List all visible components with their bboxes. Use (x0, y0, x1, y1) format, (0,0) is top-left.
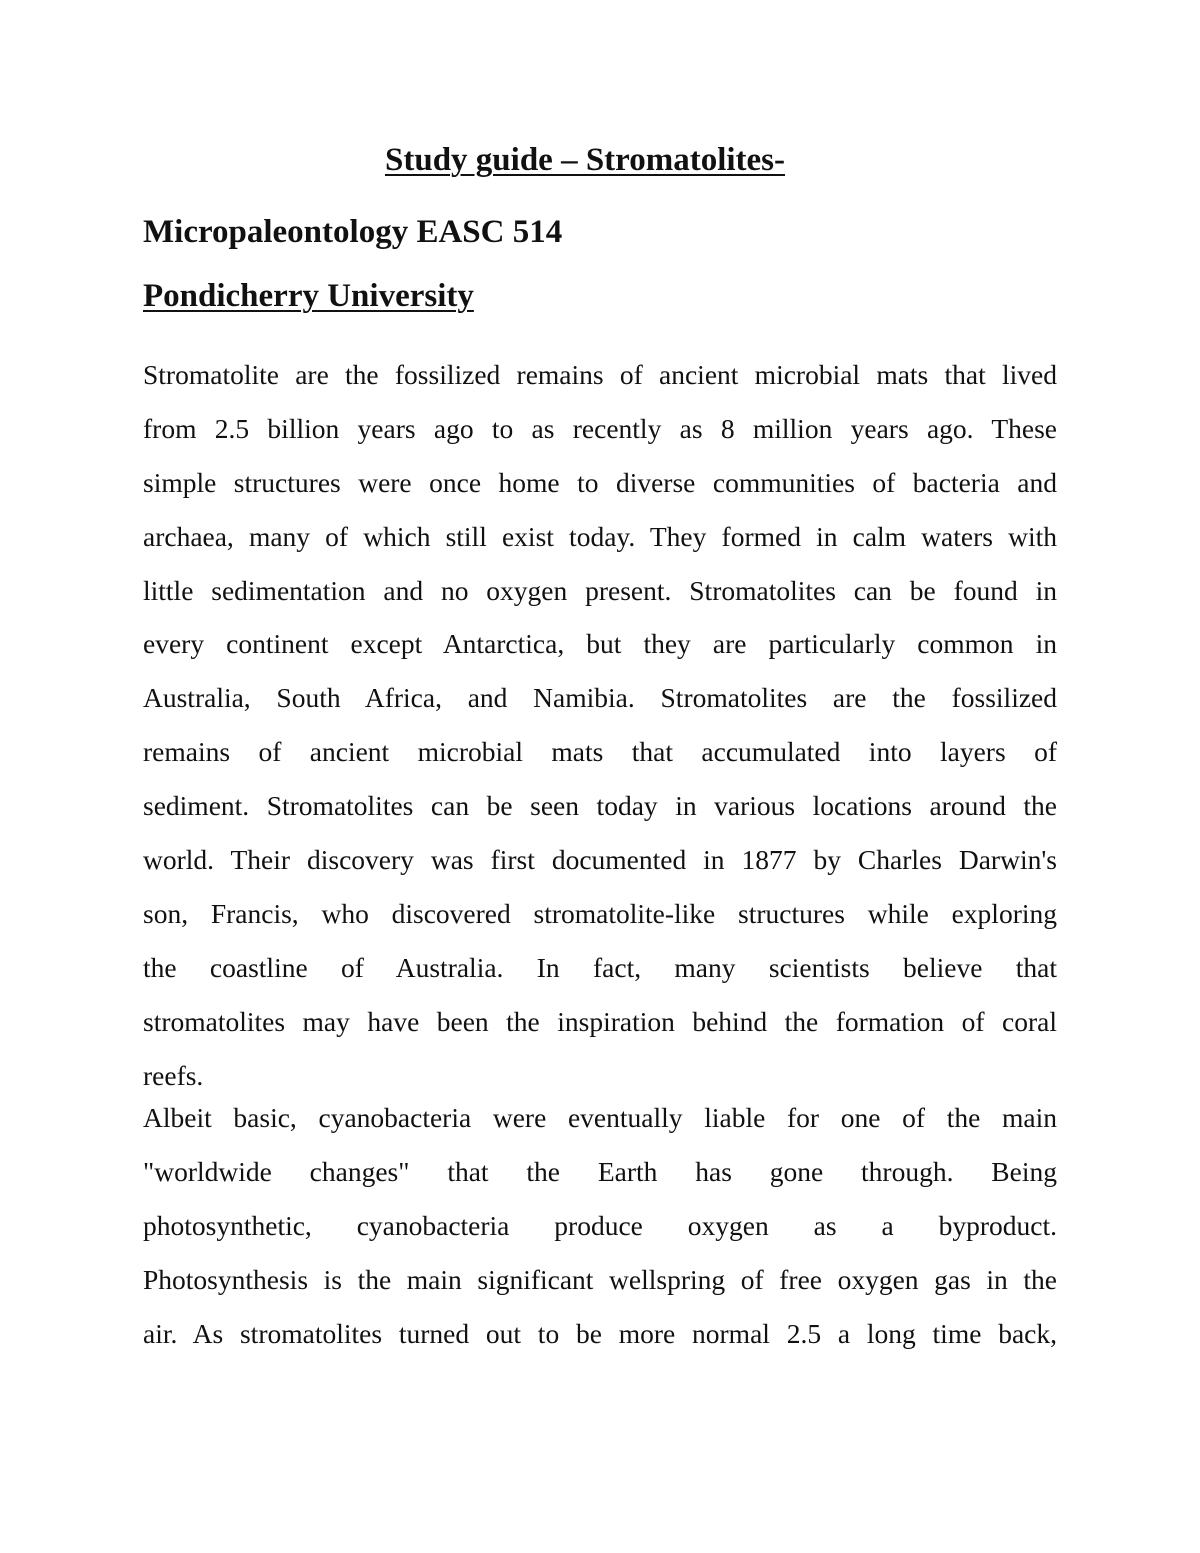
paragraph-2 (143, 1091, 1057, 1360)
text-line: "worldwide changes" that the Earth has gone through. Being (143, 1155, 1057, 1187)
text-line: Photosynthesis is the main significant wellspring of free oxygen gas in the (143, 1263, 1057, 1295)
text-line: remains of ancient microbial mats that accumulated into layers of (143, 736, 1057, 768)
text-line: every continent except Antarctica, but they are particularly common in (143, 628, 1057, 660)
university-heading: Pondicherry University (143, 278, 474, 314)
text-line: sediment. Stromatolites can be seen today in various locations around the (143, 790, 1057, 822)
text-line: reefs. (143, 1059, 204, 1091)
course-heading: Micropaleontology EASC 514 (143, 214, 563, 250)
text-line: from 2.5 billion years ago to as recently as 8 million years ago. These (143, 412, 1057, 444)
text-line: Albeit basic, cyanobacteria were eventually liable for one of the main (143, 1102, 1057, 1133)
text-line: little sedimentation and no oxygen present. Stromatolites can be found in (143, 574, 1057, 606)
text-line: simple structures were once home to diverse communities of bacteria and (143, 466, 1057, 498)
text-line: son, Francis, who discovered stromatolite-like structures while exploring (143, 897, 1057, 929)
text-line: photosynthetic, cyanobacteria produce oxygen as a byproduct. (143, 1209, 1057, 1241)
text-line: archaea, many of which still exist today. They formed in calm waters with (143, 520, 1057, 552)
text-line: Stromatolite are the fossilized remains of ancient microbial mats that lived (143, 359, 1057, 390)
paragraph-1 (143, 348, 1057, 1102)
text-line: the coastline of Australia. In fact, many scientists believe that (143, 951, 1057, 983)
text-line: air. As stromatolites turned out to be more normal 2.5 a long time back, (143, 1317, 1057, 1349)
text-line: Australia, South Africa, and Namibia. Stromatolites are the fossilized (143, 682, 1057, 714)
document-title: Study guide – Stromatolites- (385, 142, 785, 178)
text-line: world. Their discovery was first documented in 1877 by Charles Darwin's (143, 844, 1057, 876)
text-line: stromatolites may have been the inspiration behind the formation of coral (143, 1005, 1057, 1037)
